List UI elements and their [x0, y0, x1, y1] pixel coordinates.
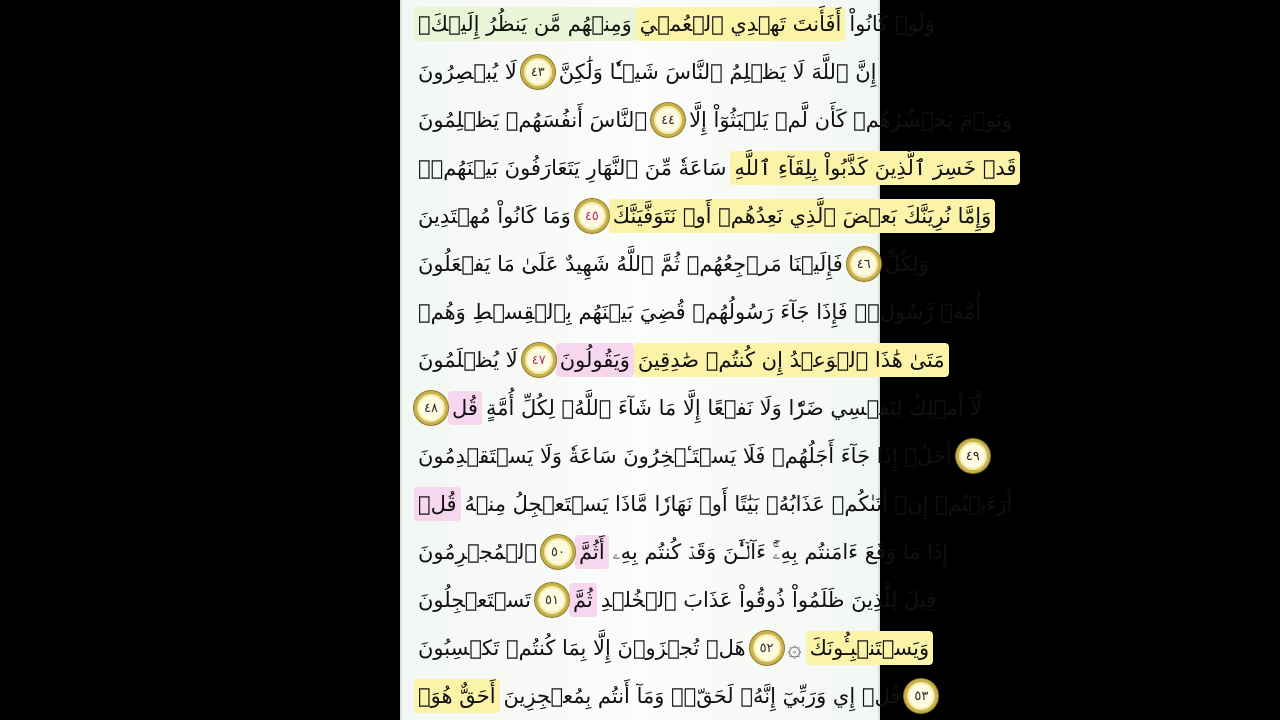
verse-text: لَّآ أَمۡلِكُ لِنَفۡسِي ضَرّٗا وَلَا نَفۡعًا إِلَّا مَا شَآءَ ٱللَّهُۗ لِكُلِّ أُمَّةٍ [485, 396, 983, 420]
verse-text: ٱلۡمُجۡرِمُونَ [418, 540, 538, 564]
highlighted-verse-text: قَدۡ خَسِرَ ٱلَّذِينَ كَذَّبُواْ بِلِقَآءِ ٱللَّهِ [730, 151, 1020, 185]
page-border-left [400, 0, 402, 720]
verse-text: لَا يُظۡلَمُونَ [418, 348, 518, 372]
verse-line [414, 240, 929, 288]
verse-line [414, 192, 992, 240]
mushaf-page [400, 0, 1017, 720]
verse-line [414, 384, 983, 432]
verse-text: وَيَوۡمَ يَحۡشُرُهُمۡ كَأَن لَّمۡ يَلۡبَثُوٓاْ إِلَّا [689, 108, 1013, 132]
highlighted-verse-text: وَإِمَّا نُرِيَنَّكَ بَعۡضَ ٱلَّذِي نَعِدُهُمۡ أَوۡ نَتَوَفَّيَنَّكَ [609, 199, 995, 233]
verse-text: قُلۡ إِي وَرَبِّيٓ إِنَّهُۥ لَحَقّٞۖ وَمَآ أَنتُم بِمُعۡجِزِينَ [503, 684, 901, 708]
highlighted-verse-text: أَحَقٌّ هُوَۖ [414, 679, 500, 713]
verse-line [414, 96, 1013, 144]
verse-text: وَلِكُلِّ [884, 252, 929, 276]
ayah-number-marker: ٥٢ [750, 631, 784, 665]
verse-text: وَمَا كَانُواْ مُهۡتَدِينَ [418, 204, 571, 228]
highlighted-verse-text: وَمِنۡهُم مَّن يَنظُرُ إِلَيۡكَۚ [414, 7, 636, 41]
verse-line [414, 528, 949, 576]
verse-line [414, 288, 982, 336]
verse-text: هَلۡ تُجۡزَوۡنَ إِلَّا بِمَا كُنتُمۡ تَكۡسِبُونَ [418, 636, 746, 660]
verse-line [414, 432, 980, 480]
verse-text: قِيلَ لِلَّذِينَ ظَلَمُواْ ذُوقُواْ عَذَابَ ٱلۡخُلۡدِ [600, 588, 937, 612]
verse-text: تَسۡتَعۡجِلُونَ [418, 588, 532, 612]
verse-line [414, 672, 929, 720]
ayah-number-marker: ٤٦ [847, 247, 881, 281]
ayah-number-marker: ٤٤ [651, 103, 685, 137]
highlighted-verse-text: وَيَقُولُونَ [556, 343, 634, 377]
verse-line [414, 624, 930, 672]
verse-line [414, 48, 877, 96]
verse-text: أَرَءَيۡتُمۡ إِنۡ أَتَىٰكُمۡ عَذَابُهُۥ بَيَٰتًا أَوۡ نَهَارٗا مَّاذَا يَسۡتَعۡجِلُ مِنۡهُ [464, 492, 1013, 516]
verse-text: ٱلنَّاسَ أَنفُسَهُمۡ يَظۡلِمُونَ [418, 108, 648, 132]
ayah-number-marker: ٤٨ [414, 391, 448, 425]
ayah-number-marker: ٤٧ [522, 343, 556, 377]
highlighted-verse-text: أَفَأَنتَ تَهۡدِي ٱلۡعُمۡيَ [636, 7, 846, 41]
highlighted-verse-text: قُل [448, 391, 482, 425]
ayah-number-marker: ٥٠ [541, 535, 575, 569]
highlighted-verse-text: قُلۡ [414, 487, 461, 521]
ayah-number-marker: ٤٥ [575, 199, 609, 233]
verse-text: أُمَّةٖ رَّسُولٞۖ فَإِذَا جَآءَ رَسُولُهُمۡ قُضِيَ بَيۡنَهُم بِٱلۡقِسۡطِ وَهُمۡ [418, 300, 982, 324]
verse-line [414, 144, 1017, 192]
highlighted-verse-text: وَيَسۡتَنۢبِـُٔونَكَ [806, 631, 933, 665]
highlighted-verse-text: ثُمَّ [569, 583, 597, 617]
verse-line [414, 480, 1013, 528]
verse-text: إِنَّ ٱللَّهَ لَا يَظۡلِمُ ٱلنَّاسَ شَيۡـٔٗا وَلَٰكِنَّ [558, 60, 877, 84]
highlighted-verse-text: أَثُمَّ [575, 535, 609, 569]
verse-line [414, 576, 937, 624]
verse-text: سَاعَةٗ مِّنَ ٱلنَّهَارِ يَتَعَارَفُونَ بَيۡنَهُمۡۚ [418, 156, 727, 180]
verse-text: إِذَا مَا وَقَعَ ءَامَنتُم بِهِۦٓۚ ءَآلۡـَٰٔنَ وَقَدۡ كُنتُم بِهِۦ [612, 540, 949, 564]
verse-line [414, 336, 945, 384]
verse-text: وَلَوۡ كَانُواْ [849, 12, 935, 36]
verse-text: فَإِلَيۡنَا مَرۡجِعُهُمۡ ثُمَّ ٱللَّهُ شَهِيدٌ عَلَىٰ مَا يَفۡعَلُونَ [418, 252, 843, 276]
ayah-number-marker: ٤٩ [956, 439, 990, 473]
ayah-number-marker: ٥١ [535, 583, 569, 617]
ayah-number-marker: ٥٣ [904, 679, 938, 713]
rub-el-hizb-icon: ۞ [787, 634, 802, 662]
verse-lines [414, 0, 1017, 720]
ayah-number-marker: ٤٣ [521, 55, 555, 89]
verse-text: لَا يُبۡصِرُونَ [418, 60, 517, 84]
verse-line [414, 0, 935, 48]
highlighted-verse-text: مَتَىٰ هَٰذَا ٱلۡوَعۡدُ إِن كُنتُمۡ صَٰدِقِينَ [634, 343, 949, 377]
verse-text: أَجَلٌۚ إِذَا جَآءَ أَجَلُهُمۡ فَلَا يَسۡتَـٔۡخِرُونَ سَاعَةٗ وَلَا يَسۡتَقۡدِمُونَ [418, 444, 952, 468]
